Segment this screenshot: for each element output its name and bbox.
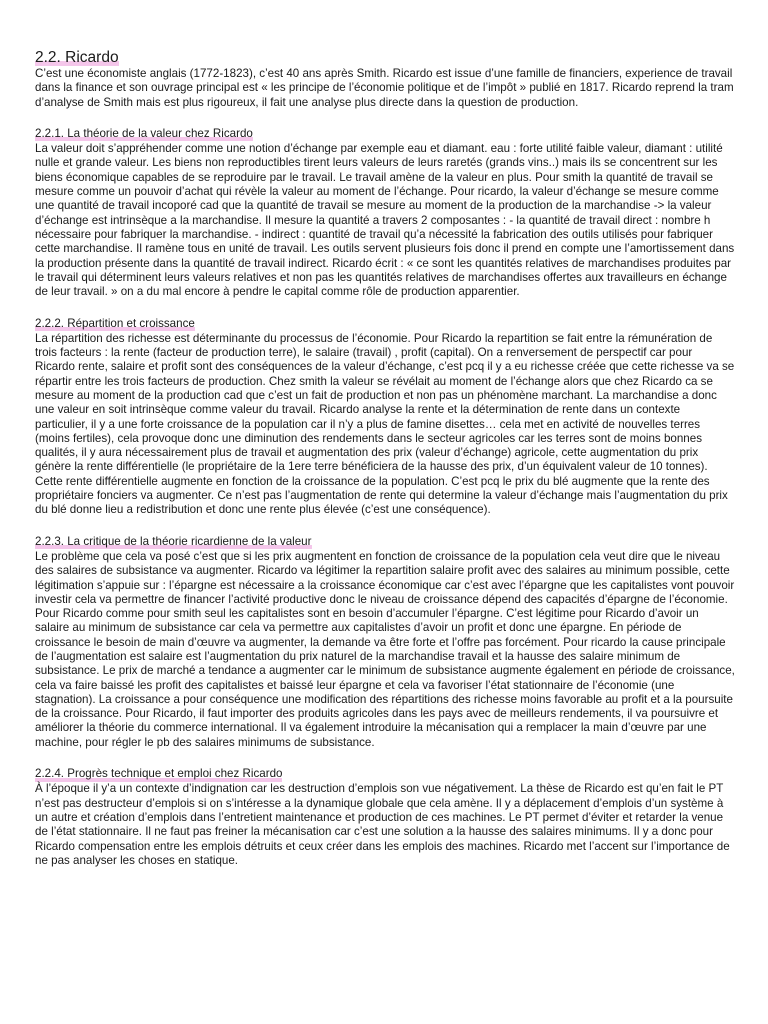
section-value-theory (35, 124, 735, 299)
section-paragraph: Le problème que cela va posé c’est que si les prix augmentent en fonction de croissance de la population cela veut dire que le niveau des salaires de subsistance va augmenter. Ricardo va légitimer la repartition salaire profit avec des salaires au minimum possible, cette légitimation s’appuie sur : l’épargne est nécessaire a la croissance économique car c’est avec l’épargne que les capitalistes vont pouvoir investir cela va permettre de financer l’activité productive donc le niveau de croissance dépend des capacités d’épargne de l’économie. Pour Ricardo comme pour smith seul les capitalistes sont en besoin d’accumuler l’épargne. C’est légitime pour Ricardo d’avoir un salaire au minimum de subsistance car cela va permettre aux capitalistes d’avoir un profit et donc une épargne. En période de croissance le besoin de main d’œuvre va augmenter, la demande va être forte et l’offre pas forcément. Pour ricardo la cause principale de l’augmentation est salaire est l’augmentation du prix naturel de la marchandise travail et la hausse des salaire minimum de subsistance. Le prix de marché a tendance a augmenter car le minimum de subsistance augmente également en période de croissance, cela va faire baissé les profit des capitalistes et baissé leur épargne et cela va favoriser l’état stationnaire de l’économie (une stagnation). La croissance a pour conséquence une modification des répartitions des richesse moins favorable au profit et a la poursuite de la croissance. Pour Ricardo, il faut importer des produits agricoles dans les pays avec de meilleurs rendements, il va poursuivre et améliorer la théorie du commerce international. Il va également introduire la mécanisation qui a remplacer la main d’œuvre par une machine, pour régler le pb des salaires minimums de subsistance. (35, 549, 735, 749)
section-technical-progress (35, 764, 735, 868)
spacer (35, 299, 735, 313)
intro-paragraph: C’est une économiste anglais (1772-1823), c’est 40 ans après Smith. Ricardo est issue d’une famille de financiers, experience de travail dans la finance et son ouvrage principal est « les principe de l’économie politique et de l’impôt » publié en 1817. Ricardo reprend la tram d’analyse de Smith mais est plus rigoureux, il fait une analyse plus directe dans la question de production. (35, 67, 734, 109)
section-paragraph: La valeur doit s’appréhender comme une notion d’échange par exemple eau et diamant. eau : forte utilité faible valeur, diamant : utilité nulle et grande valeur. Les biens non reproductibles tirent leurs valeurs de leurs raretés (grands vins..) mais ils se concentrent sur les biens économique capables de se reproduire par le travail. Le travail amène de la valeur en plus. Pour smith la quantité de travail se mesure comme un pouvoir d’achat qui révèle la valeur au moment de l’échange. Pour ricardo, la valeur d’échange se mesure comme une quantité de travail incoporé cad que la quantité de travail se mesure au moment de la production de la marchandise -> la valeur d’échange est intrinsèque a la marchandise. Il mesure la quantité a travers 2 composantes : - la quantité de travail direct : nombre h nécessaire pour fabriquer la marchandise. - indirect : quantité de travail qu’a nécessité la fabrication des outils utilisés pour fabriquer cette marchandise. Il ramène tous en unité de travail. Les outils servent plusieurs fois donc il prend en compte une l’amortissement dans la production présente dans la quantité de travail indirect. Ricardo écrit : « ce sont les quantités relatives de marchandises produites par le travail qui déterminent leurs valeurs relatives et non pas les quantités relatives de marchandises offertes aux travailleurs en échange de leur travail. » on a du mal encore à pendre le capital comme rôle de production apparentier. (35, 142, 735, 299)
section-critique (35, 532, 735, 750)
section-heading: 2.2.3. La critique de la théorie ricardienne de la valeur (35, 534, 312, 548)
section-paragraph: À l’époque il y’a un contexte d’indignation car les destruction d’emplois son vue négativement. La thèse de Ricardo est qu’en fait le PT n’est pas destructeur d’emplois si on s’intéresse a la dynamique globale que cela amène. Il y a déplacement d’emplois d’un système à un autre et création d’emplois dans l’entretient maintenance et production de ces machines. Le PT permet d’éviter et retarder la venue de l’état stationnaire. Il ne faut pas freiner la mécanisation car c’est une solution a la hausse des salaires minimums. Il y a donc pour Ricardo compensation entre les emplois détruits et ceux créer dans les emplois des machines. Ricardo met l’accent sur l’importance de ne pas analyser les choses en statique. (35, 782, 730, 867)
spacer (35, 750, 735, 764)
spacer (35, 518, 735, 532)
section-distribution-growth (35, 314, 735, 518)
document-page (35, 49, 735, 868)
page-title: 2.2. Ricardo (35, 49, 119, 66)
section-heading: 2.2.2. Répartition et croissance (35, 316, 195, 330)
section-paragraph: La répartition des richesse est déterminante du processus de l’économie. Pour Ricardo la repartition se fait entre la rémunération de trois facteurs : la rente (facteur de production terre), le salaire (travail) , profit (capital). On a renversement de perspectif car pour Ricardo rente, salaire et profit sont des conséquences de la valeur d’échange, c’est pcq il y a eu richesse créée que cette richesse va se répartir entre les trois facteurs de production. Chez smith la valeur se révélait au moment de l’échange alors que chez Ricardo ca se mesure au moment de la production cad que c’est un fait de production et non pas un phénomène marchant. La marchandise a donc une valeur en soit intrinsèque comme valeur du travail. Ricardo analyse la rente et la détermination de rente dans un contexte particulier, il y a une forte croissance de la population car il n’y a plus de famine disettes… cela met en activité de nouvelles terres (moins fertiles), cela provoque donc une diminution des rendements dans le secteur agricoles car les terres sont de moins bonnes qualités, il y aura nécessairement plus de travail et augmentation des prix (valeur d’échange) agricole, cette augmentation du prix génère la rente différentielle (le propriétaire de la 1ere terre bénéficiera de la hausse des prix, d’un équivalent valeur de 10 tonnes). Cette rente différentielle augmente en fonction de la croissance de la population. C’est pcq le prix du blé augmente que la rente des propriétaire fonciers va augmenter. Ce n’est pas l’augmentation de rente qui determine la valeur d’échange mais l’augmentation du prix du blé donne lieu a redistribution et donc une rente plus élevée (c’est une conséquence). (35, 331, 735, 517)
section-heading: 2.2.4. Progrès technique et emploi chez Ricardo (35, 767, 283, 781)
section-heading: 2.2.1. La théorie de la valeur chez Ricardo (35, 127, 253, 141)
spacer (35, 110, 735, 124)
